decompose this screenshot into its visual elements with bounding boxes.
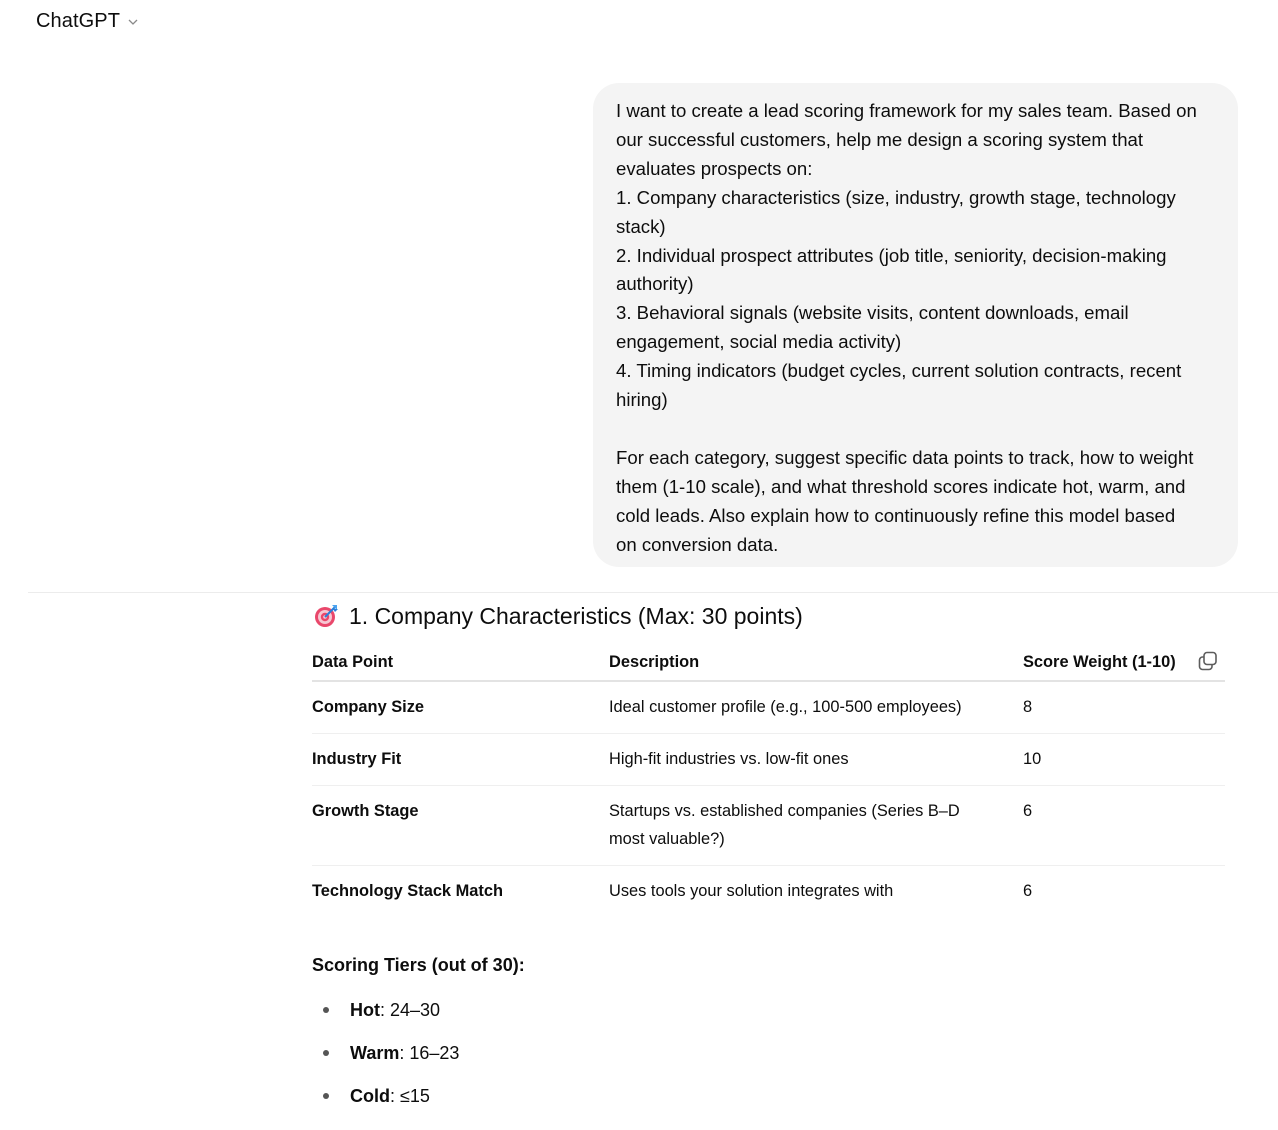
section-title: 1. Company Characteristics (Max: 30 points): [349, 602, 803, 629]
cell-description: High-fit industries vs. low-fit ones: [609, 734, 1023, 786]
bullet-icon: [323, 1093, 329, 1099]
tier-range: : 16–23: [399, 1043, 460, 1063]
section-heading: [313, 600, 803, 632]
user-message-line: 4. Timing indicators (budget cycles, current solution contracts, recent: [616, 360, 1182, 382]
bullet-icon: [323, 1007, 329, 1013]
user-message-line: our successful customers, help me design a scoring system that: [616, 128, 1144, 150]
table-row: [312, 866, 1225, 918]
cell-description: Uses tools your solution integrates with: [609, 882, 894, 900]
user-message-line: cold leads. Also explain how to continuously refine this model based: [616, 504, 1176, 526]
table-header-row: [312, 644, 1225, 681]
user-message-line: 3. Behavioral signals (website visits, content downloads, email: [616, 302, 1129, 324]
cell-description: Ideal customer profile (e.g., 100-500 employees): [609, 681, 1023, 734]
paragraph-gap: [616, 415, 1218, 444]
scoring-table: [312, 644, 1225, 917]
cell-weight: 10: [1023, 734, 1225, 786]
user-message-line: 2. Individual prospect attributes (job title, seniority, decision-making: [616, 244, 1167, 266]
model-selector-label: ChatGPT: [36, 9, 121, 32]
tier-range: : 24–30: [380, 1000, 441, 1020]
cell-weight: 6: [1023, 882, 1033, 900]
user-message-line: For each category, suggest specific data points to track, how to weight: [616, 446, 1194, 468]
user-message-line: evaluates prospects on:: [616, 157, 813, 179]
tier-label: Cold: [350, 1086, 390, 1106]
table-row: [312, 786, 1225, 866]
user-message-line: them (1-10 scale), and what threshold scores indicate hot, warm, and: [616, 475, 1186, 497]
copy-icon[interactable]: [1197, 650, 1219, 672]
user-message-line: stack): [616, 215, 666, 237]
column-header-description: Description: [609, 644, 1023, 681]
tier-item-hot: [312, 997, 459, 1040]
tiers-heading: Scoring Tiers (out of 30):: [312, 955, 525, 975]
user-message-line: on conversion data.: [616, 533, 779, 555]
tier-item-cold: [312, 1083, 459, 1126]
user-message-line: 1. Company characteristics (size, industry, growth stage, technology: [616, 186, 1176, 208]
user-message-line: engagement, social media activity): [616, 331, 902, 353]
tier-item-warm: [312, 1040, 459, 1083]
direct-hit-target-icon: [313, 603, 339, 629]
user-message-line: authority): [616, 273, 694, 295]
table-row: [312, 734, 1225, 786]
model-selector[interactable]: [36, 6, 140, 36]
cell-description: Startups vs. established companies (Series B–D most valuable?): [609, 786, 1023, 866]
tier-label: Hot: [350, 1000, 380, 1020]
user-message-line: hiring): [616, 389, 668, 411]
column-header-data-point: Data Point: [312, 644, 609, 681]
tier-range: : ≤15: [390, 1086, 430, 1106]
cell-data-point: Growth Stage: [312, 786, 609, 866]
cell-data-point: Company Size: [312, 681, 609, 734]
column-header-score-weight: Score Weight (1-10): [1023, 644, 1225, 681]
message-divider: [28, 592, 1278, 593]
cell-weight: 6: [1023, 786, 1225, 866]
cell-data-point: Industry Fit: [312, 734, 609, 786]
user-message-line: I want to create a lead scoring framework for my sales team. Based on: [616, 100, 1197, 121]
bullet-icon: [323, 1050, 329, 1056]
user-message-bubble: [593, 83, 1238, 567]
cell-data-point: Technology Stack Match: [312, 882, 503, 900]
tier-label: Warm: [350, 1043, 400, 1063]
tiers-list: [312, 997, 459, 1126]
table-row: [312, 681, 1225, 734]
cell-weight: 8: [1023, 681, 1225, 734]
chevron-down-icon: [126, 15, 140, 29]
